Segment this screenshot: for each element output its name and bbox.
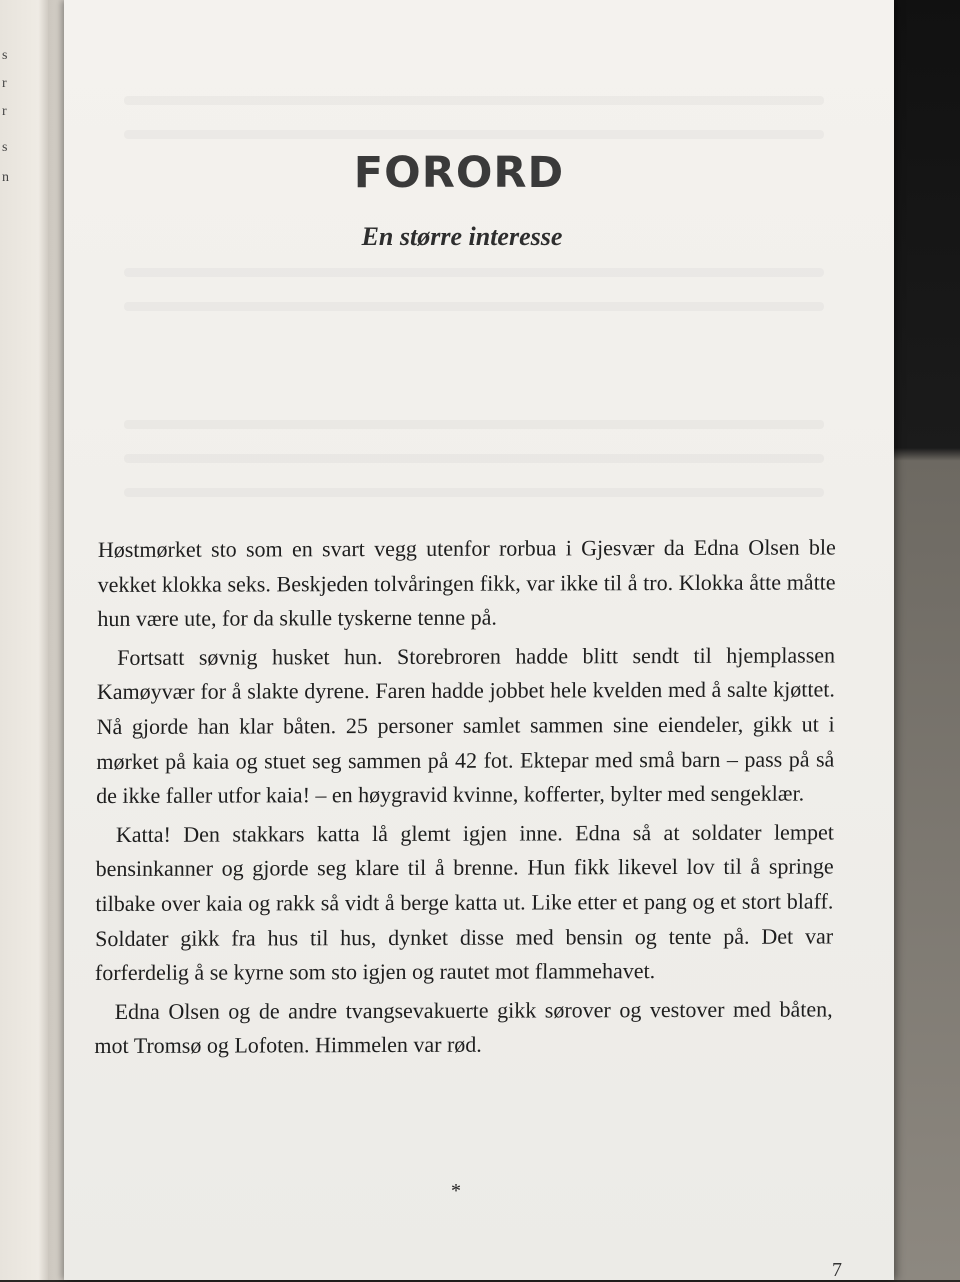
book-page [64, 0, 894, 1280]
previous-page-edge: s r r s n [0, 0, 48, 1280]
paragraph: Fortsatt søvnig husket hun. Storebroren hadde blitt sendt til hjemplassen Kamøyvær for å slakte dyrene. Faren hadde jobbet hele kvelden med å salte kjøttet. Nå gjorde han klar båten. 25 personer samlet sammen sine eiendeler, gikk ut i mørket på kaia og stuet seg sammen på 42 fot. Ektepar med små barn – pass på så de ikke faller utfor kaia! – en høygravid kvinne, kofferter, bylter med sengeklær. [96, 642, 836, 809]
paragraph: Katta! Den stakkars katta lå glemt igjen inne. Edna så at soldater lempet bensinkanner og gjorde seg klare til å brenne. Hun fikk likevel lov til å springe tilbake over kaia og rakk så vidt å berge katta ut. Like etter et pang og et stort blaff. Soldater gikk fra hus til hus, dynket disse med bensin og tente på. Det var forferdelig å se kyrne som sto igjen og rautet mot flammehavet. [94, 819, 834, 986]
chapter-title: FORORD [353, 148, 565, 198]
section-separator: * [451, 1180, 461, 1202]
paragraph: Edna Olsen og de andre tvangsevakuerte gikk sørover og vestover med båten, mot Tromsø og Lofoten. Himmelen var rød. [94, 996, 833, 1059]
paragraph: Høstmørket sto som en svart vegg utenfor rorbua i Gjesvær da Edna Olsen ble vekket klokka seks. Beskjeden tolvåringen fikk, var ikke til å tro. Klokka åtte måtte hun være ute, for da skulle tyskerne tenne på. [97, 534, 836, 632]
body-text [94, 530, 836, 1064]
page-number: 7 [832, 1259, 842, 1281]
chapter-subtitle: En større interesse [361, 222, 563, 251]
